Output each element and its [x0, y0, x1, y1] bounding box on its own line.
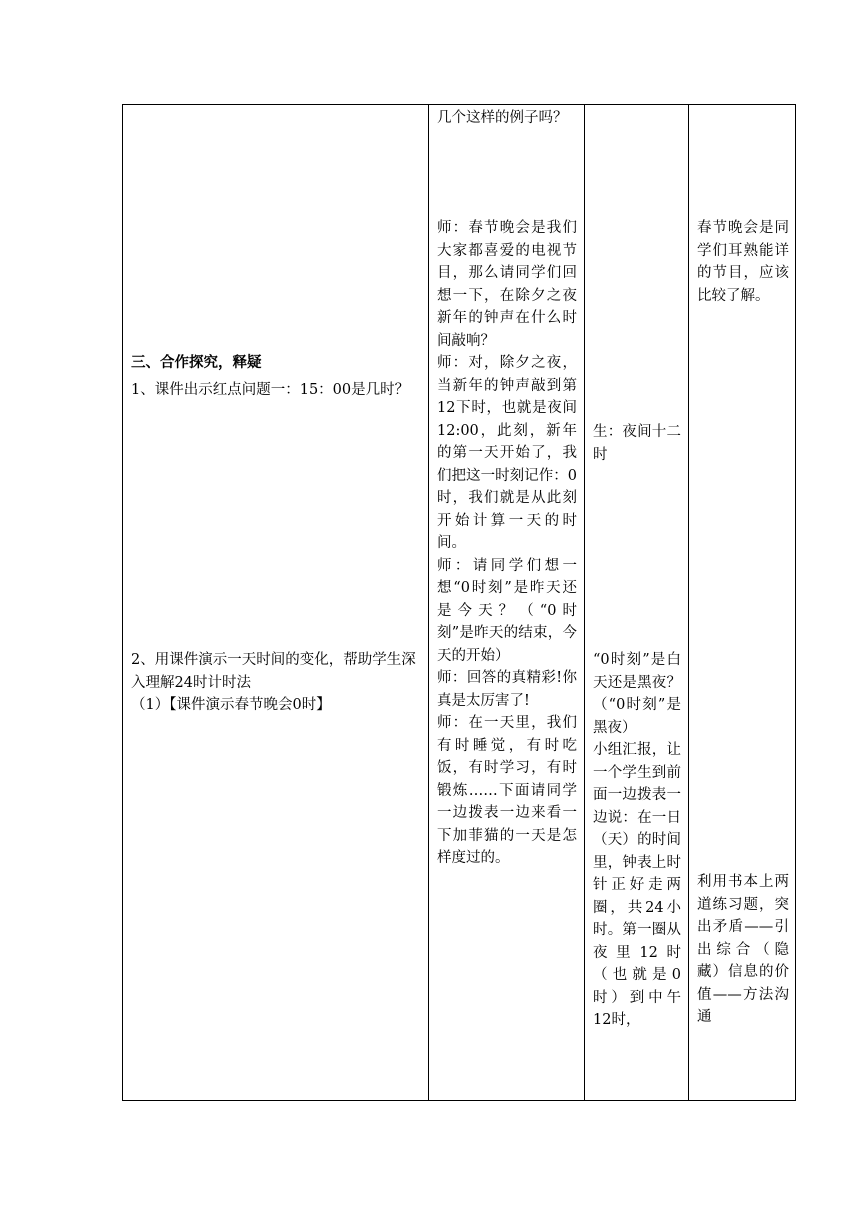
design-intent-cell: [697, 217, 789, 307]
column-divider: [428, 104, 429, 1101]
column-divider: [688, 104, 689, 1101]
student-activity-cell: [593, 421, 681, 466]
teaching-process-cell-2: [131, 649, 421, 717]
teacher-text: 师：请同学们想一想“0时刻”是昨天还是今天？（“0时刻”是昨天的结束，今天的开始）: [437, 557, 577, 664]
teacher-text: 师：回答的真精彩!你真是太厉害了!: [437, 670, 577, 709]
design-intent-cell-2: [697, 871, 789, 1029]
design-text: 春节晚会是同学们耳熟能详的节目，应该比较了解。: [697, 220, 789, 304]
teacher-text: 师：对，除夕之夜，当新年的钟声敲到第12下时，也就是夜间12:00，此刻，新年的第一天开始了，我们把这一时刻记作：0时，我们就是从此刻开始计算一天的时间。: [437, 355, 577, 551]
step-2-sub-text: （1）【课件演示春节晚会0时】: [131, 697, 331, 713]
column-divider: [584, 104, 585, 1101]
student-text: “0时刻”是白天还是黑夜？（“0时刻”是黑夜）: [593, 652, 681, 736]
student-text: 生：夜间十二时: [593, 424, 681, 463]
student-activity-cell-2: [593, 649, 681, 1032]
lesson-plan-table: [122, 104, 796, 1101]
teacher-text: 师：在一天里，我们有时睡觉，有时吃饭，有时学习，有时锻炼……下面请同学一边拨表一边来看一下加菲猫的一天是怎样度过的。: [437, 715, 577, 866]
teacher-text: 师：春节晚会是我们大家都喜爱的电视节目，那么请同学们回想一下，在除夕之夜新年的钟声在什么时间敲响？: [437, 220, 577, 349]
teaching-process-cell: [131, 352, 421, 401]
step-1-text: 1、课件出示红点问题一：15：00是几时？: [131, 381, 410, 398]
step-2-text: 2、用课件演示一天时间的变化，帮助学生深入理解24时计时法: [131, 652, 416, 691]
teacher-text: 几个这样的例子吗？: [437, 110, 568, 126]
student-text: 小组汇报，让一个学生到前面一边拨表一边说：在一日（天）的时间里，钟表上时针正好走两圈，共24小时。第一圈从夜里12时（也就是0时）到中午12时，: [593, 742, 681, 1028]
section-heading: 三、合作探究，释疑: [131, 354, 262, 371]
design-text: 利用书本上两道练习题，突出矛盾——引出综合（隐藏）信息的价值——方法沟通: [697, 874, 789, 1025]
teacher-activity-cell-2: [437, 217, 577, 870]
teacher-activity-cell: [437, 107, 577, 130]
